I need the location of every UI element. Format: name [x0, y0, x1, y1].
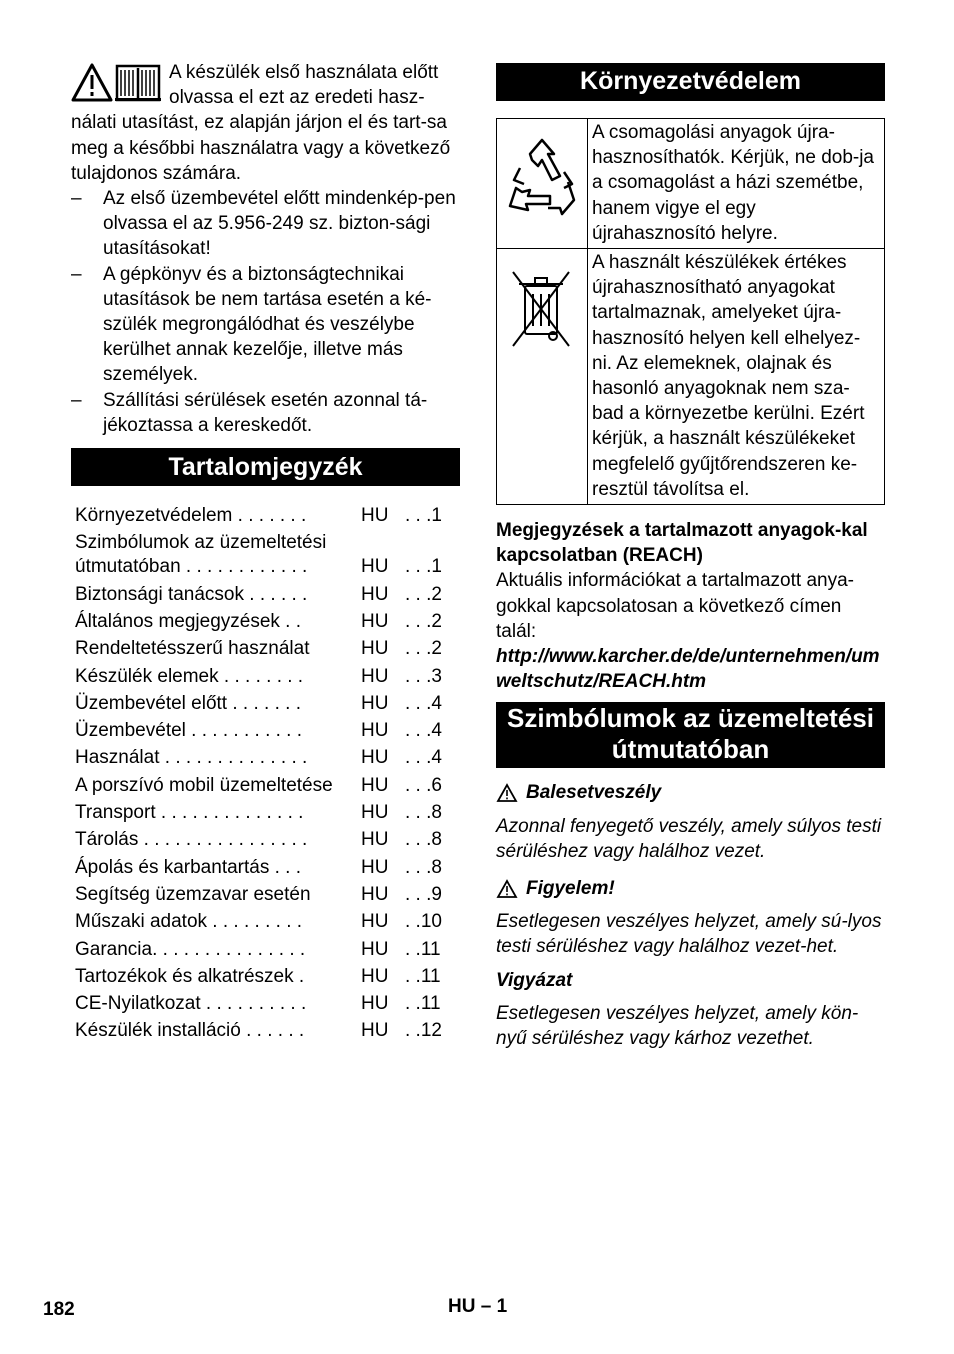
environment-table — [496, 118, 885, 505]
toc-row[interactable]: Üzembevétel előtt . . . . . . . HU . . .4 — [75, 692, 442, 714]
danger-label — [496, 780, 885, 805]
toc-row[interactable]: Műszaki adatok . . . . . . . . . HU . .10 — [75, 911, 442, 933]
warning-triangle-icon — [496, 879, 518, 899]
section-marker: HU – 1 — [448, 1296, 508, 1317]
reach-url-link[interactable]: http://www.karcher.de/de/unternehmen/umweltschutz/REACH.htm — [496, 646, 880, 693]
intro-block — [71, 60, 460, 186]
intro-text: A készülék első használata előtt olvassa el ezt az eredeti hasz-nálati utasítást, ez alapján járjon el és tart-sa meg a későbbi használatra vagy a következő tulajdonos számára. — [71, 62, 451, 184]
intro-icons — [71, 62, 163, 108]
toc-row[interactable]: Készülék elemek . . . . . . . . HU . . .3 — [75, 665, 442, 687]
symbols-heading: Szimbólumok az üzemeltetési útmutatóban — [496, 702, 885, 768]
caution-text: Esetlegesen veszélyes helyzet, amely kön-nyű sérüléshez vagy kárhoz vezethet. — [496, 1002, 859, 1050]
toc-row[interactable]: Tartozékok és alkatrészek . HU . .11 — [75, 965, 441, 987]
reach-title: Megjegyzések a tartalmazott anyagok-kal kapcsolatban (REACH) — [496, 520, 868, 567]
bullet-item: – Az első üzembevétel előtt mindenkép-pen olvassa el az 5.956-249 sz. bizton-sági utasításokat! — [71, 188, 456, 260]
bullet-item: – A gépkönyv és a biztonságtechnikai utasítások be nem tartása esetén a ké-szülék megrongálódhat és veszélybe kerülhet annak kezelője, illetve más személyek. — [71, 263, 432, 386]
toc-row[interactable]: Szimbólumok az üzemeltetési útmutatóban . . . . . . . . . . . . HU . . .1 — [75, 532, 442, 578]
left-column — [71, 60, 460, 1047]
right-column — [496, 63, 885, 1051]
table-row — [497, 249, 885, 505]
recycle-icon-cell — [497, 119, 588, 249]
toc-row[interactable]: Rendeltetésszerű használat HU . . .2 — [75, 638, 442, 660]
toc-row[interactable]: Ápolás és karbantartás . . . HU . . .8 — [75, 856, 442, 878]
toc-row[interactable]: Használat . . . . . . . . . . . . . . HU . . .4 — [75, 747, 442, 769]
crossed-bin-icon — [507, 264, 577, 354]
environment-heading: Környezetvédelem — [496, 63, 885, 101]
toc-row[interactable]: CE-Nyilatkozat . . . . . . . . . . HU . .11 — [75, 993, 441, 1015]
warning-triangle-icon — [73, 65, 111, 100]
warning-label — [496, 876, 885, 901]
toc-row[interactable]: Általános megjegyzések . . HU . . .2 — [75, 610, 442, 632]
toc-row[interactable]: Biztonsági tanácsok . . . . . . HU . . .2 — [75, 583, 442, 605]
toc-heading: Tartalomjegyzék — [71, 448, 460, 486]
caution-title: Vigyázat — [496, 969, 573, 991]
manual-book-icon — [115, 66, 161, 101]
toc-row[interactable]: Transport . . . . . . . . . . . . . . HU . . .8 — [75, 802, 442, 824]
disposal-text: A használt készülékek értékes újrahasznosítható anyagokat tartalmaznak, amelyeket újra-hasznosító helyen kell elhelyez-ni. Az elemeknek, olajnak és hasonló anyagoknak nem sza-bad a környezetbe kerülni. Ezért kérjük, a használt készülékeket megfelelő gyűjtőrendszeren ke-resztül távolítsa el. — [588, 249, 885, 505]
page-number: 182 — [43, 1299, 75, 1320]
warning-triangle-icon — [496, 783, 518, 803]
warning-title: Figyelem! — [526, 878, 615, 900]
table-of-contents — [71, 504, 460, 1043]
warning-text: Esetlegesen veszélyes helyzet, amely sú-lyos testi sérüléshez vagy halálhoz vezet-het. — [496, 911, 882, 958]
toc-row[interactable]: A porszívó mobil üzemeltetése HU . . .6 — [75, 774, 442, 796]
toc-row[interactable]: Környezetvédelem . . . . . . . HU . . .1 — [75, 505, 442, 527]
bin-icon-cell — [497, 249, 588, 505]
intro-bullets — [71, 186, 460, 438]
toc-row[interactable]: Készülék installáció . . . . . . HU . .12 — [75, 1020, 442, 1042]
bullet-item: – Szállítási sérülések esetén azonnal tá-jékoztassa a kereskedőt. — [71, 389, 428, 436]
toc-row[interactable]: Üzembevétel . . . . . . . . . . . HU . . .4 — [75, 720, 442, 742]
reach-text: Aktuális információkat a tartalmazott anya-gokkal kapcsolatosan a következő címen talál: — [496, 570, 854, 642]
recycle-text: A csomagolási anyagok újra-hasznosíthatók. Kérjük, ne dob-ja a csomagolást a házi szemétbe, hanem vigye el egy újrahasznosító helyre. — [588, 119, 885, 249]
danger-title: Balesetveszély — [526, 782, 662, 804]
danger-text: Azonnal fenyegető veszély, amely súlyos testi sérüléshez vagy halálhoz vezet. — [496, 815, 882, 862]
recycle-icon — [502, 132, 582, 232]
table-row — [497, 119, 885, 249]
toc-row[interactable]: Tárolás . . . . . . . . . . . . . . . . HU . . .8 — [75, 829, 442, 851]
toc-row[interactable]: Segítség üzemzavar esetén HU . . .9 — [75, 883, 442, 905]
toc-row[interactable]: Garancia. . . . . . . . . . . . . . . HU . .11 — [75, 938, 441, 960]
